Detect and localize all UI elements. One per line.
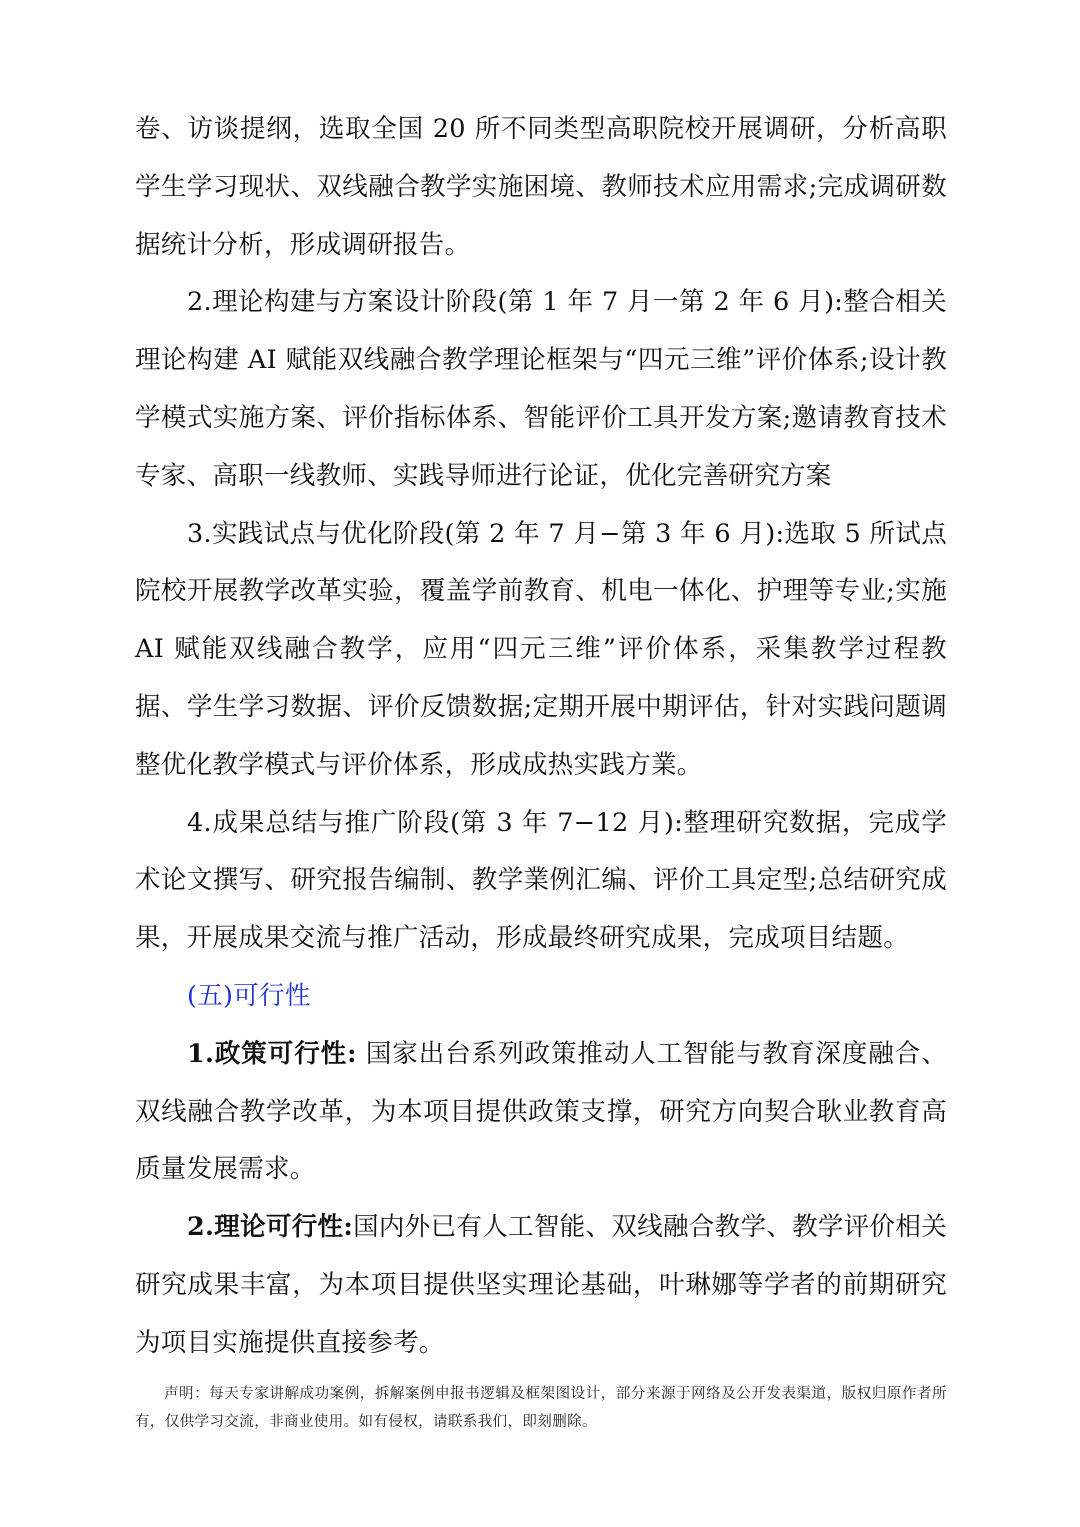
paragraph-stage-3: 3.实践试点与优化阶段(第 2 年 7 月−第 3 年 6 月):选取 5 所试点院校开展教学改革实验，覆盖学前教育、机电一体化、护理等专业;实施 AI 赋能双线融合教学，应用“四元三维”评价体系，采集教学过程教据、学生学习数据、评价反馈数据;定期开展中期评估，针对实践问题调整优化教学模式与评价体系，形成成热实践方業。: [135, 518, 947, 780]
paragraph-survey-continuation: 卷、访谈提纲，选取全国 20 所不同类型高职院校开展调研，分析高职学生学习现状、双线融合教学实施困境、教师技术应用需求;完成调研数据统计分析，形成调研报告。: [135, 114, 947, 260]
paragraph-theory-feasibility: [135, 1199, 947, 1372]
document-body: [135, 101, 947, 1373]
paragraph-stage-4: 4.成果总结与推广阶段(第 3 年 7−12 月):整理研究数据，完成学术论文撰写、研究报告编制、教学業例汇编、评价工具定型;总结研究成果，开展成果交流与推广活动，形成最终研究成果，完成项目结题。: [135, 807, 947, 954]
footer-disclaimer: 声明：每天专家讲解成功案例，拆解案例申报书逻辑及框架图设计，部分来源于网络及公开发表渠道，版权归原作者所有，仅供学习交流，非商业使用。如有侵权，请联系我们，即刻删除。: [135, 1386, 947, 1430]
paragraph-stage-2: 2.理论构建与方案设计阶段(第 1 年 7 月一第 2 年 6 月):整合相关理论构建 AI 赋能双线融合教学理论框架与“四元三维”评价体系;设计教学模式实施方案、评价指标体系、智能评价工具开发方案;邀请教育技术专家、高职一线教师、实践导师进行论证，优化完善研究方案: [135, 287, 947, 491]
paragraph-policy-feasibility: [135, 1026, 947, 1199]
policy-feasibility-text: 国家出台系列政策推动人工智能与教育深度融合、双线融合教学改革，为本项目提供政策支撑，研究方向契合耿业教育高质量发展需求。: [135, 1038, 947, 1185]
policy-feasibility-label: 1.政策可行性:: [187, 1038, 357, 1069]
theory-feasibility-text: 国内外已有人工智能、双线融合教学、教学评价相关研究成果丰富，为本项目提供坚实理论基础，叶琳娜等学者的前期研究为项目实施提供直接参考。: [135, 1212, 947, 1358]
theory-feasibility-label: 2.理论可行性:: [187, 1212, 354, 1243]
section-heading-feasibility: (五)可行性: [187, 980, 311, 1011]
